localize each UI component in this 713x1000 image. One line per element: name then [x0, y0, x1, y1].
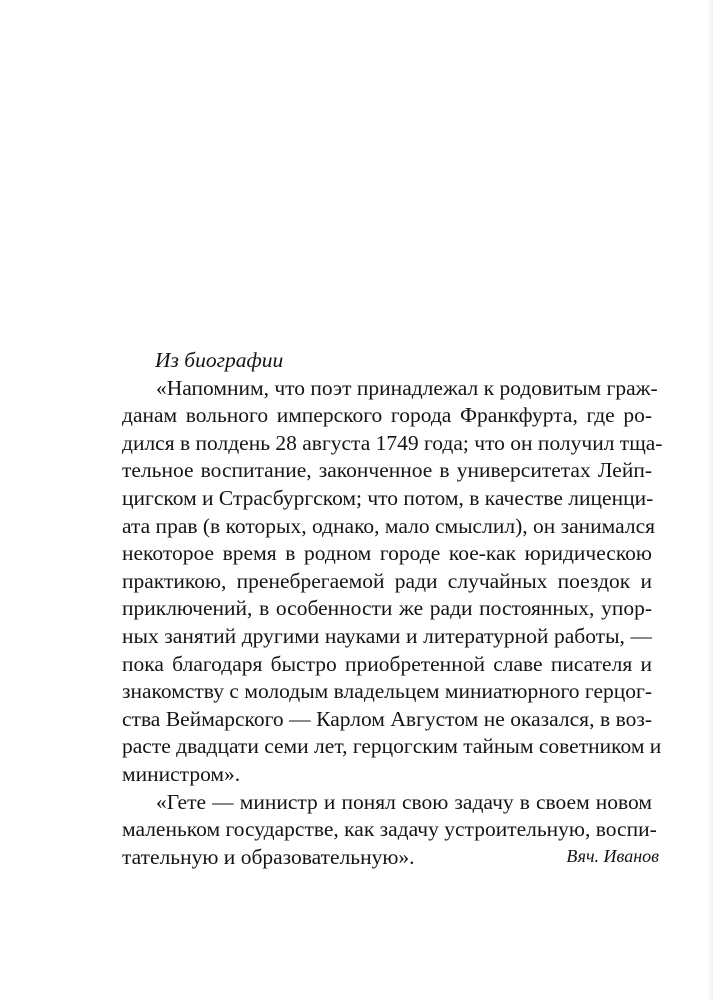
text-line: тательную и образовательную». [122, 844, 415, 869]
text-line: данам вольного имперского города Франкфурта, где ро- [122, 403, 652, 428]
section-title: Из биографии [155, 348, 284, 372]
text-line: расте двадцати семи лет, герцогским тайным советником и [122, 734, 662, 759]
text-line: дился в полдень 28 августа 1749 года; что он получил тща- [122, 430, 663, 455]
text-line: ата прав (в которых, однако, мало смыслил), он занимался [122, 513, 656, 538]
text-block [122, 347, 663, 871]
text-line: тельное воспитание, законченное в университетах Лейп- [122, 458, 652, 483]
page-edge-shadow [707, 0, 713, 1000]
text-line: некоторое время в родном городе кое-как юридическою [122, 541, 652, 566]
text-line: ства Веймарского — Карлом Августом не оказался, в воз- [122, 706, 652, 731]
text-line: министром». [122, 761, 241, 786]
text-line: маленьком государстве, как задачу устроительную, воспи- [122, 817, 657, 842]
text-line: приключений, в особенности же ради постоянных, упор- [122, 596, 652, 621]
text-line: ных занятий другими науками и литературной работы, — [122, 623, 652, 648]
quote-paragraph-1 [122, 375, 663, 789]
text-line: «Гете — министр и понял свою задачу в своем новом [156, 789, 652, 814]
text-line: «Напомним, что поэт принадлежал к родовитым граж- [156, 375, 658, 400]
text-line: цигском и Страсбургском; что потом, в качестве лиценци- [122, 485, 654, 510]
text-line: знакомству с молодым владельцем миниатюрного герцог- [122, 679, 652, 704]
text-line: практикою, пренебрегаемой ради случайных поездок и [122, 568, 652, 593]
text-line: пока благодаря быстро приобретенной славе писателя и [122, 651, 652, 676]
author-signature: Вяч. Иванов [566, 846, 659, 866]
